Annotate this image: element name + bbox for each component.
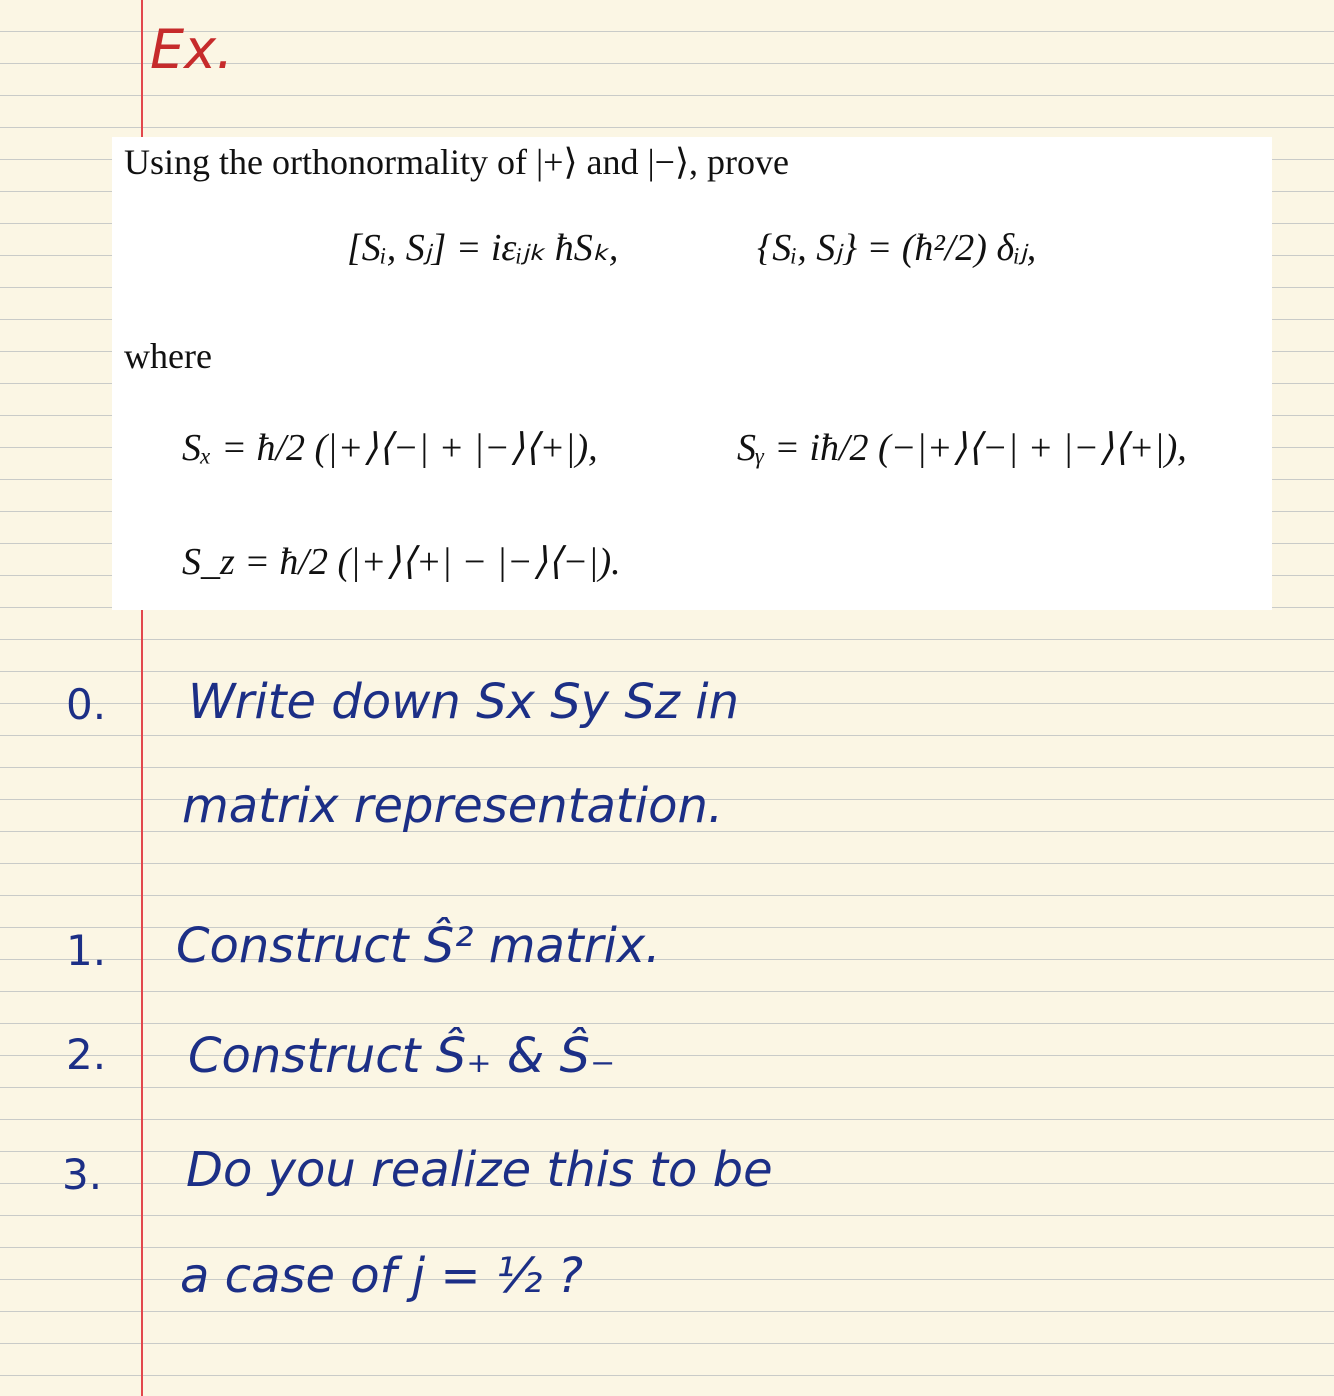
note-3-line-2: a case of j = ½ ?: [180, 1248, 584, 1304]
note-3-number: 3.: [62, 1150, 103, 1199]
note-3-line-1: Do you realize this to be: [186, 1142, 773, 1198]
sz-definition: S_z = ħ/2 (|+⟩⟨+| − |−⟩⟨−|).: [182, 541, 621, 583]
note-0-line-1: Write down Sx Sy Sz in: [188, 674, 740, 730]
note-1-number: 1.: [66, 926, 107, 975]
note-2-number: 2.: [66, 1030, 107, 1079]
note-0-number: 0.: [66, 680, 107, 729]
where-text: where: [124, 336, 212, 376]
sx-definition: Sₓ = ħ/2 (|+⟩⟨−| + |−⟩⟨+|),: [182, 427, 598, 469]
example-label: Ex.: [150, 18, 234, 81]
problem-intro: Using the orthonormality of |+⟩ and |−⟩, prove: [124, 142, 789, 182]
note-2-line-1: Construct Ŝ₊ & Ŝ₋: [188, 1028, 616, 1084]
note-1-line-1: Construct Ŝ² matrix.: [176, 918, 661, 974]
commutator-equation: [Sᵢ, Sⱼ] = iεᵢⱼₖ ħSₖ,: [347, 227, 619, 269]
anticommutator-equation: {Sᵢ, Sⱼ} = (ħ²/2) δᵢⱼ,: [757, 227, 1037, 269]
problem-statement: [112, 137, 1272, 610]
note-0-line-2: matrix representation.: [182, 778, 724, 834]
sy-definition: Sᵧ = iħ/2 (−|+⟩⟨−| + |−⟩⟨+|),: [737, 427, 1187, 469]
